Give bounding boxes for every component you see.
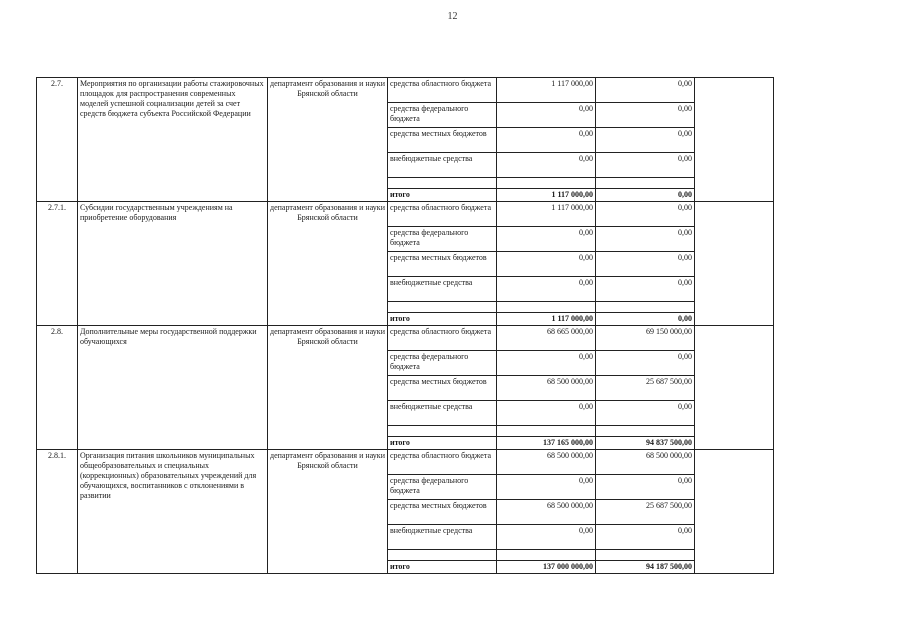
amount-year-1: 0,00	[497, 277, 596, 302]
item-number: 2.7.	[37, 78, 78, 202]
total-year-2: 94 837 500,00	[596, 437, 695, 450]
funding-source: средства местных бюджетов	[388, 500, 497, 525]
amount-year-2: 0,00	[596, 78, 695, 103]
total-year-1: 137 165 000,00	[497, 437, 596, 450]
total-year-2: 0,00	[596, 189, 695, 202]
total-year-1: 137 000 000,00	[497, 561, 596, 574]
spacer-cell	[497, 302, 596, 313]
funding-source: средства областного бюджета	[388, 326, 497, 351]
amount-year-1: 0,00	[497, 153, 596, 178]
spacer-cell	[596, 178, 695, 189]
amount-year-2: 0,00	[596, 153, 695, 178]
funding-source: средства местных бюджетов	[388, 128, 497, 153]
item-name: Дополнительные меры государственной поддержки обучающихся	[78, 326, 268, 450]
amount-year-1: 0,00	[497, 128, 596, 153]
amount-year-1: 1 117 000,00	[497, 78, 596, 103]
amount-year-2: 0,00	[596, 401, 695, 426]
source-row	[37, 202, 774, 227]
amount-year-2: 0,00	[596, 103, 695, 128]
amount-year-2: 0,00	[596, 351, 695, 376]
amount-year-2: 68 500 000,00	[596, 450, 695, 475]
source-row	[37, 78, 774, 103]
amount-year-1: 0,00	[497, 227, 596, 252]
spacer-cell	[596, 550, 695, 561]
item-name: Мероприятия по организации работы стажировочных площадок для распространения современных моделей успешной социализации детей за счет средств бюджета субъекта Российской Федерации	[78, 78, 268, 202]
amount-year-2: 0,00	[596, 227, 695, 252]
funding-source: средства федерального бюджета	[388, 351, 497, 376]
funding-source: внебюджетные средства	[388, 153, 497, 178]
funding-source: внебюджетные средства	[388, 277, 497, 302]
amount-year-1: 0,00	[497, 475, 596, 500]
empty-cell	[695, 450, 774, 574]
amount-year-1: 68 665 000,00	[497, 326, 596, 351]
amount-year-2: 0,00	[596, 202, 695, 227]
amount-year-1: 0,00	[497, 252, 596, 277]
item-name: Организация питания школьников муниципальных общеобразовательных и специальных (коррекционных) образовательных учреждений для обучающихся, воспитанников с отклонениями в развитии	[78, 450, 268, 574]
total-label: итого	[388, 313, 497, 326]
item-number: 2.8.	[37, 326, 78, 450]
item-number: 2.8.1.	[37, 450, 78, 574]
funding-source: средства федерального бюджета	[388, 475, 497, 500]
amount-year-1: 0,00	[497, 351, 596, 376]
funding-source: средства федерального бюджета	[388, 227, 497, 252]
item-department: департамент образования и науки Брянской области	[268, 326, 388, 450]
funding-source: средства областного бюджета	[388, 450, 497, 475]
amount-year-2: 25 687 500,00	[596, 376, 695, 401]
amount-year-2: 69 150 000,00	[596, 326, 695, 351]
empty-cell	[695, 78, 774, 202]
spacer-cell	[497, 178, 596, 189]
funding-source: средства местных бюджетов	[388, 376, 497, 401]
item-name: Субсидии государственным учреждениям на приобретение оборудования	[78, 202, 268, 326]
spacer-cell	[596, 426, 695, 437]
source-row	[37, 450, 774, 475]
funding-source: средства областного бюджета	[388, 78, 497, 103]
budget-table	[36, 77, 774, 574]
spacer-cell	[497, 426, 596, 437]
amount-year-1: 1 117 000,00	[497, 202, 596, 227]
spacer-cell	[596, 302, 695, 313]
funding-source: внебюджетные средства	[388, 401, 497, 426]
source-row	[37, 326, 774, 351]
amount-year-2: 0,00	[596, 128, 695, 153]
item-department: департамент образования и науки Брянской области	[268, 450, 388, 574]
funding-source: средства федерального бюджета	[388, 103, 497, 128]
spacer-cell	[497, 550, 596, 561]
spacer-cell	[388, 426, 497, 437]
amount-year-2: 0,00	[596, 277, 695, 302]
amount-year-2: 0,00	[596, 475, 695, 500]
amount-year-1: 0,00	[497, 103, 596, 128]
total-label: итого	[388, 189, 497, 202]
total-label: итого	[388, 437, 497, 450]
amount-year-2: 25 687 500,00	[596, 500, 695, 525]
total-year-2: 0,00	[596, 313, 695, 326]
total-year-2: 94 187 500,00	[596, 561, 695, 574]
empty-cell	[695, 326, 774, 450]
total-year-1: 1 117 000,00	[497, 189, 596, 202]
page-number: 12	[447, 11, 458, 22]
item-department: департамент образования и науки Брянской области	[268, 202, 388, 326]
amount-year-1: 68 500 000,00	[497, 450, 596, 475]
total-year-1: 1 117 000,00	[497, 313, 596, 326]
amount-year-2: 0,00	[596, 252, 695, 277]
funding-source: средства местных бюджетов	[388, 252, 497, 277]
spacer-cell	[388, 302, 497, 313]
funding-source: внебюджетные средства	[388, 525, 497, 550]
amount-year-1: 68 500 000,00	[497, 376, 596, 401]
spacer-cell	[388, 178, 497, 189]
item-number: 2.7.1.	[37, 202, 78, 326]
total-label: итого	[388, 561, 497, 574]
item-department: департамент образования и науки Брянской области	[268, 78, 388, 202]
amount-year-1: 0,00	[497, 401, 596, 426]
spacer-cell	[388, 550, 497, 561]
empty-cell	[695, 202, 774, 326]
amount-year-1: 0,00	[497, 525, 596, 550]
amount-year-1: 68 500 000,00	[497, 500, 596, 525]
amount-year-2: 0,00	[596, 525, 695, 550]
funding-source: средства областного бюджета	[388, 202, 497, 227]
